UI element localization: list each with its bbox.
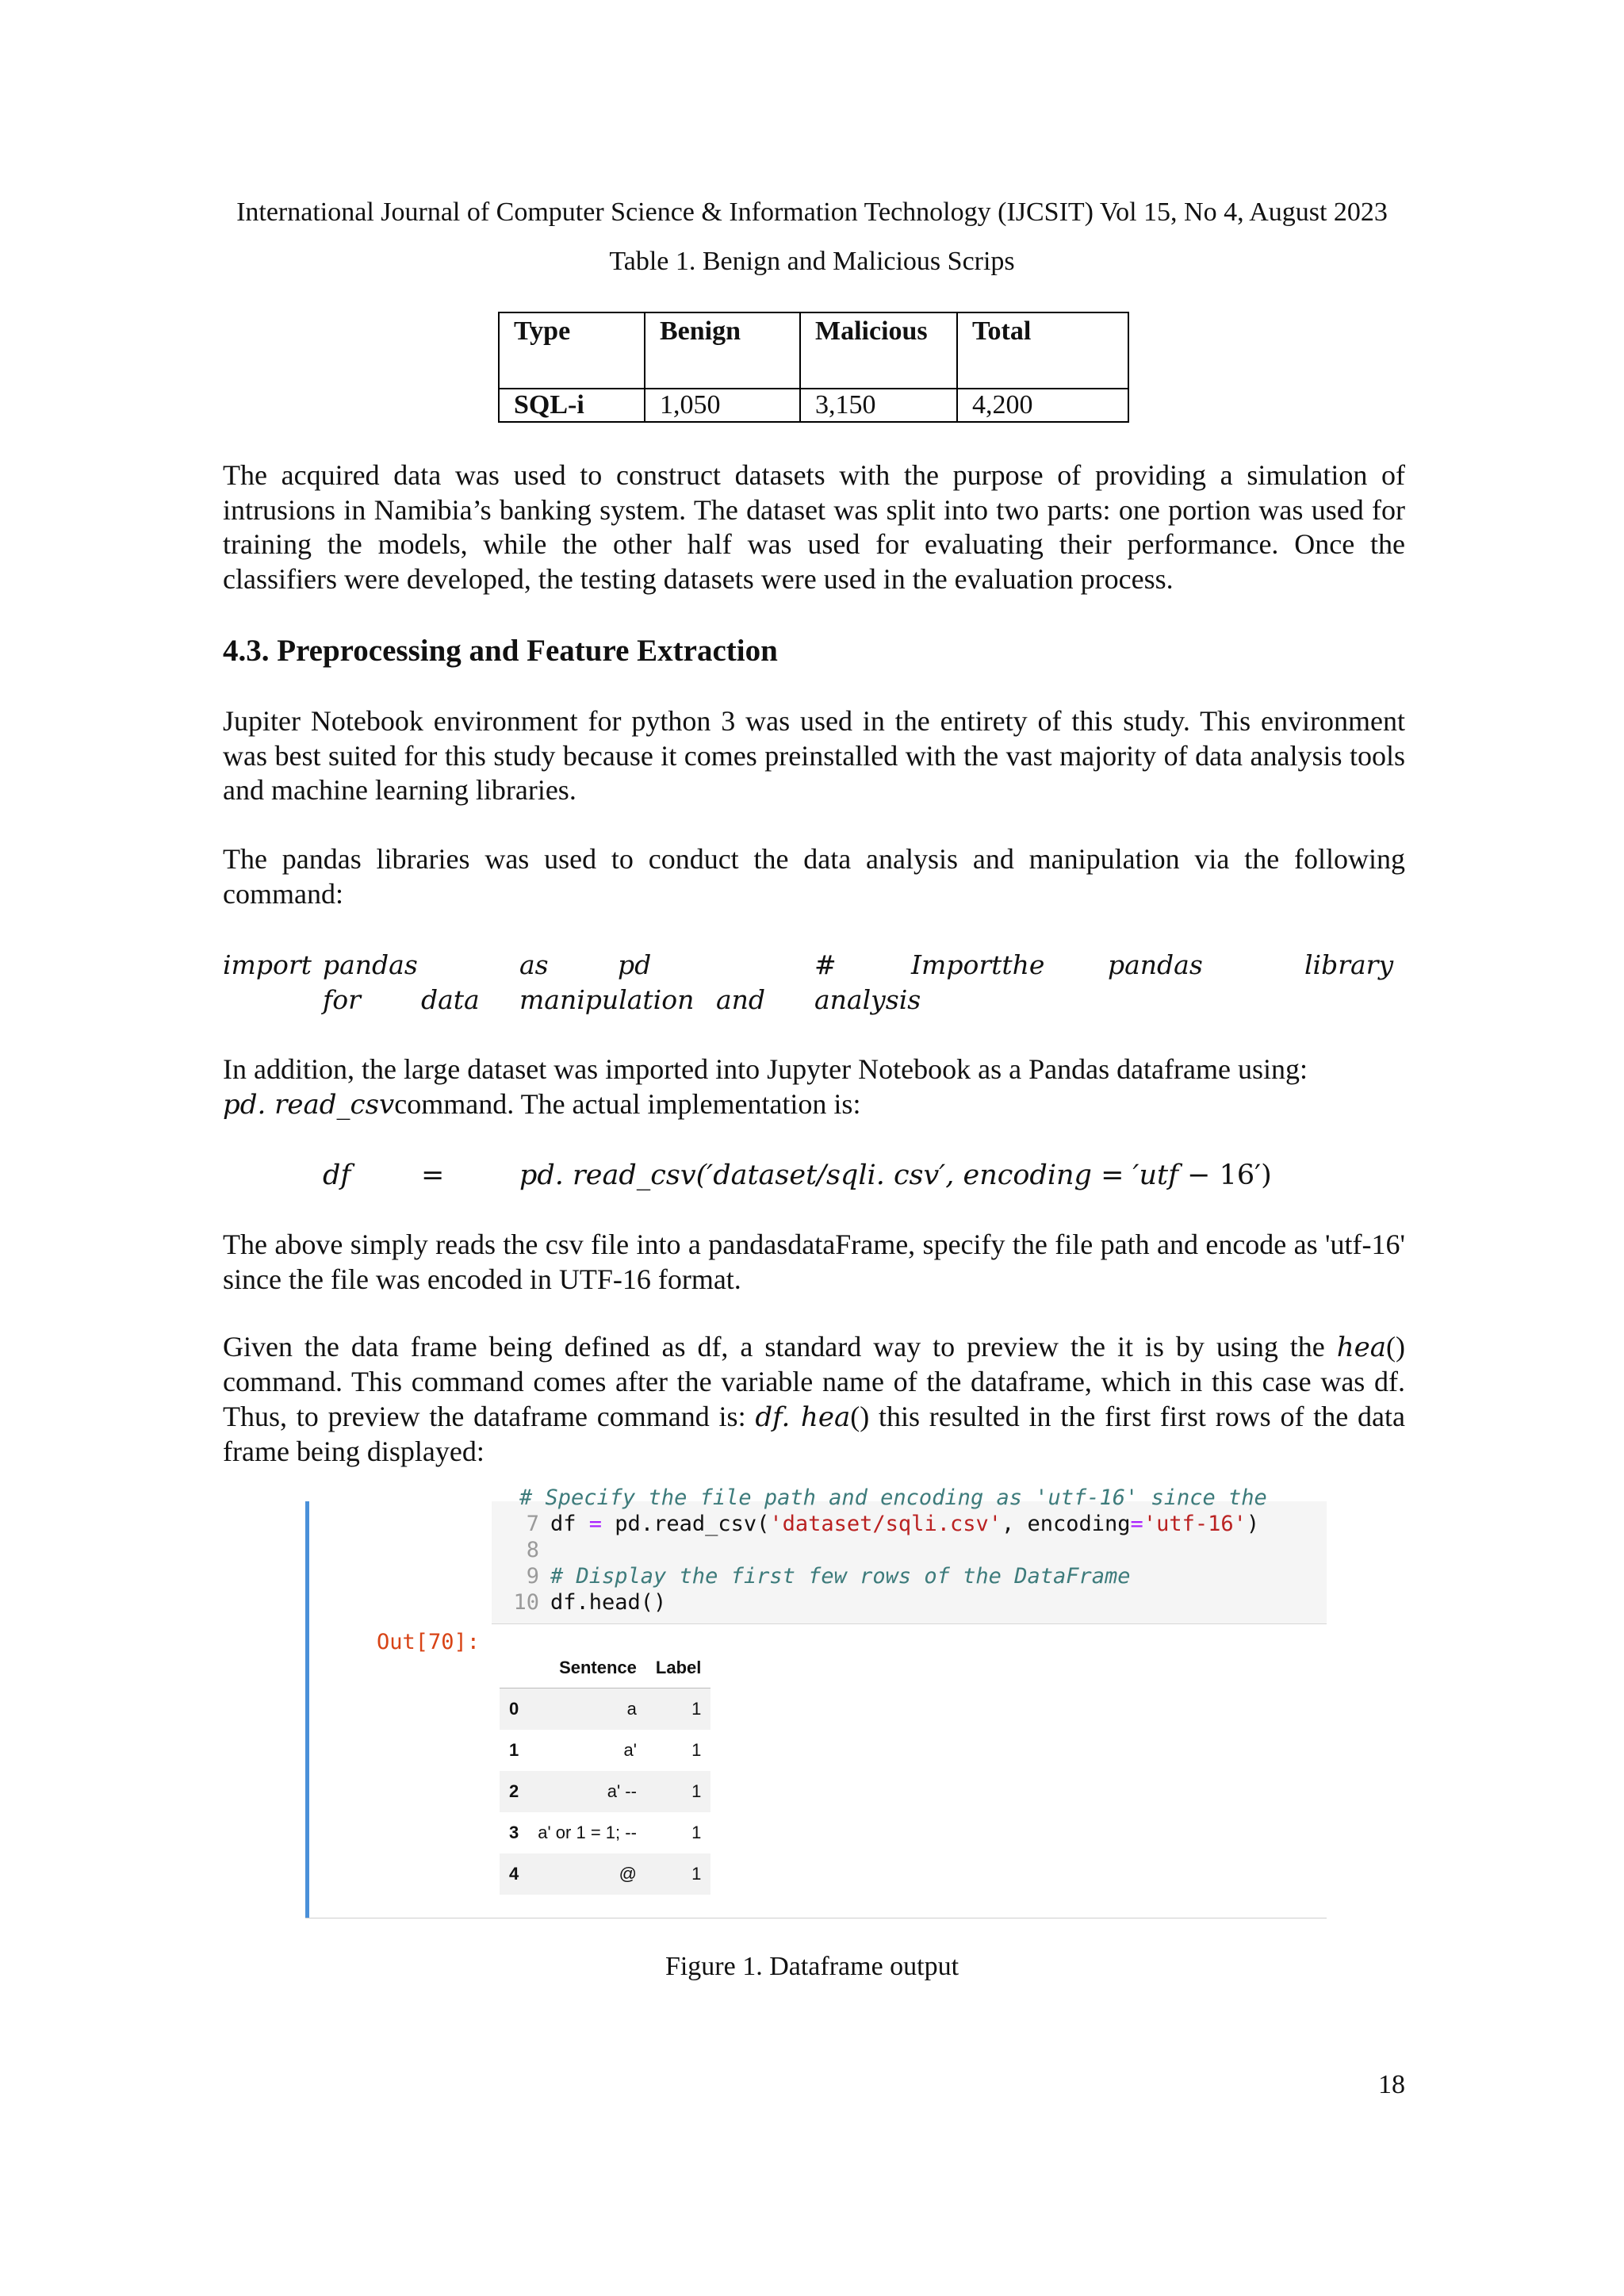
- dataframe-table: [500, 1648, 710, 1895]
- table-header-cell: Type: [499, 312, 645, 389]
- inline-math: pd. read_csv: [223, 1088, 395, 1121]
- cell-sentence: a' or 1 = 1; --: [538, 1823, 637, 1842]
- paragraph-text: () command. This command comes after the variable name of the dataframe, which in this case was df. Thus, to preview the dataframe command is:: [223, 1331, 1405, 1432]
- paragraph: The above simply reads the csv file into a pandasdataFrame, specify the file path and encode as 'utf-16' since the file was encoded in UTF-16 format.: [223, 1228, 1405, 1295]
- cell-label: 1: [691, 1781, 702, 1801]
- row-index: 1: [509, 1740, 519, 1760]
- cell-sentence: a: [626, 1699, 637, 1719]
- math-token: manipulation: [519, 984, 695, 1015]
- code-token: df: [550, 1512, 589, 1536]
- math-token: as: [519, 949, 549, 980]
- paragraph-text: Given the data frame being defined as df, a standard way to preview the it is by using the: [223, 1331, 1337, 1363]
- dataframe-header: Label: [646, 1648, 710, 1688]
- cell-label: 1: [691, 1864, 702, 1884]
- dataframe-row: [500, 1688, 710, 1731]
- cut-off-line: [519, 1485, 1320, 1511]
- code-comment: # Display the first few rows of the DataFrame: [550, 1564, 1131, 1589]
- table-cell: 1,050: [645, 389, 800, 422]
- math-token: analysis: [814, 984, 921, 1015]
- cell-label: 1: [691, 1699, 702, 1719]
- math-token: pd. read_csv(′dataset/sqli. csv′, encoding = ′utf −: [519, 1159, 1220, 1191]
- row-index: 4: [509, 1864, 519, 1884]
- inline-math: hea: [1336, 1332, 1387, 1363]
- math-token: data: [421, 984, 480, 1015]
- math-token: df: [323, 1159, 351, 1191]
- code-token: 'dataset/sqli.csv': [769, 1512, 1002, 1536]
- table-caption: Table 1. Benign and Malicious Scrips: [609, 247, 1015, 276]
- code-token: 'utf-16': [1143, 1512, 1247, 1536]
- code-line: [506, 1511, 1259, 1537]
- dataframe-header-row: [500, 1648, 710, 1688]
- dataframe-row: [500, 1812, 710, 1853]
- math-token: import: [223, 949, 312, 980]
- paragraph-text: () this resulted in the first first rows of the data frame being displayed:: [223, 1400, 1406, 1467]
- code-token: , encoding: [1001, 1512, 1131, 1536]
- inline-math: df. hea: [755, 1401, 851, 1433]
- table-cell: SQL-i: [499, 389, 645, 422]
- dataframe-row: [500, 1853, 710, 1895]
- dataframe-row: [500, 1771, 710, 1812]
- code-equation: [223, 948, 1405, 1019]
- paragraph: The pandas libraries was used to conduct the data analysis and manipulation via the following command:: [223, 843, 1405, 910]
- math-token: and: [716, 984, 766, 1015]
- math-token: =: [421, 1159, 445, 1191]
- paragraph: [223, 1330, 1405, 1469]
- code-line: [506, 1563, 1131, 1589]
- code-token: ): [1246, 1512, 1260, 1536]
- math-token: for: [323, 984, 361, 1015]
- cell-label: 1: [691, 1823, 702, 1842]
- paragraph: Jupiter Notebook environment for python 3 was used in the entirety of this study. This environment was best suited for this study because it comes preinstalled with the vast majority of data analysis tools and machine learning libraries.: [223, 705, 1405, 806]
- table-header-cell: Total: [957, 312, 1128, 389]
- math-expression: [519, 1158, 1272, 1193]
- results-table: [498, 312, 1129, 423]
- running-header: International Journal of Computer Science & Information Technology (IJCSIT) Vol 15, No 4, August 2023: [236, 197, 1388, 227]
- math-token: Importthe: [911, 949, 1045, 980]
- paragraph: [223, 1052, 1405, 1122]
- row-index: 0: [509, 1699, 519, 1719]
- code-token: pd.read_csv(: [602, 1512, 770, 1536]
- math-token: pandas: [1108, 949, 1203, 980]
- cell-sentence: a': [623, 1740, 637, 1760]
- section-heading: 4.3. Preprocessing and Feature Extraction: [223, 634, 778, 668]
- output-prompt: Out[70]:: [377, 1630, 481, 1654]
- cell-sentence: @: [619, 1864, 637, 1884]
- math-token: pandas: [323, 949, 418, 980]
- table-cell: 4,200: [957, 389, 1128, 422]
- code-token: =: [1130, 1512, 1143, 1536]
- cell-sentence: a' --: [607, 1781, 637, 1801]
- paragraph: The acquired data was used to construct datasets with the purpose of providing a simulation of intrusions in Namibia’s banking system. The dataset was split into two parts: one portion was used for training the models, while the other half was used for evaluating their performance. Once the classifiers were developed, the testing datasets were used in the evaluation process.: [223, 459, 1405, 595]
- code-line: [506, 1537, 550, 1563]
- dataframe-header: [500, 1648, 528, 1688]
- paragraph-text: In addition, the large dataset was imported into Jupyter Notebook as a Pandas dataframe using:: [223, 1053, 1308, 1085]
- cell-label: 1: [691, 1740, 702, 1760]
- figure-caption: Figure 1. Dataframe output: [665, 1952, 959, 1981]
- table-row: [499, 389, 1128, 422]
- notebook-figure: [305, 1485, 1327, 1918]
- table-cell: 3,150: [800, 389, 957, 422]
- page-number: 18: [1378, 2070, 1405, 2099]
- line-number: 10: [513, 1590, 539, 1615]
- row-index: 2: [509, 1781, 519, 1801]
- table-header-row: [499, 312, 1128, 389]
- math-token: library: [1304, 949, 1394, 980]
- line-number: 9: [526, 1564, 539, 1589]
- math-token: 16′): [1219, 1159, 1272, 1191]
- dataframe-header: Sentence: [528, 1648, 646, 1688]
- math-token: pd: [618, 949, 652, 980]
- code-token: df.head(): [550, 1590, 667, 1615]
- line-number: 8: [526, 1538, 539, 1562]
- dataframe-row: [500, 1730, 710, 1771]
- code-equation: [223, 1158, 1405, 1196]
- paragraph-text: command. The actual implementation is:: [394, 1087, 861, 1120]
- table-header-cell: Malicious: [800, 312, 957, 389]
- cell-selection-bar: [305, 1501, 309, 1918]
- code-line: [506, 1589, 666, 1616]
- line-number: 7: [526, 1512, 539, 1536]
- row-index: 3: [509, 1823, 519, 1842]
- code-token: =: [588, 1512, 603, 1536]
- table-header-cell: Benign: [645, 312, 800, 389]
- cut-off-comment: # Specify the file path and encoding as 'utf-16' since the: [519, 1485, 1267, 1510]
- math-token: #: [814, 949, 837, 980]
